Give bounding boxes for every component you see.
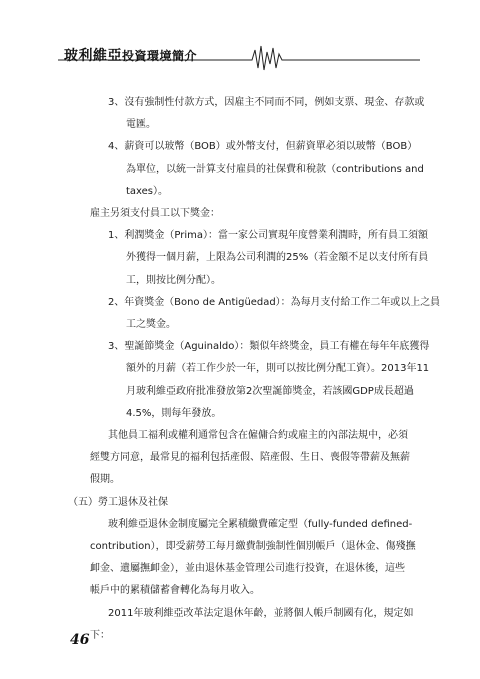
text-line: 帳戶中的累積儲蓄會轉化為每月收入。 [90,585,260,597]
text-line: 1、利潤獎金（Prima）：當一家公司實現年度營業利潤時，所有員工須額 [108,230,428,242]
text-line: 3、沒有強制性付款方式，因雇主不同而不同，例如支票、現金、存款或 [108,97,425,108]
text-line: 玻利維亞退休金制度屬完全累積繳費確定型（fully-funded defined- [108,518,413,530]
text-line: 4.5%，則每年發放。 [126,407,222,419]
text-line: 為單位，以統一計算支付雇員的社保費和稅款（contributions and [126,163,424,175]
text-line: contribution），即受薪勞工每月繳費制強制性個別帳戶（退休金、傷殘撫 [90,541,416,552]
text-line: 工之獎金。 [126,319,176,330]
text-line: 卹金、遺屬撫卹金），並由退休基金管理公司進行投資，在退休後，這些 [90,563,405,575]
text-line: 2011年玻利維亞改革法定退休年齡，並將個人帳戶制國有化，規定如 [108,607,414,619]
text-line: 2、年資獎金（Bono de Antigüedad）：為每月支付給工作二年或以上之員 [108,296,441,308]
text-line: 工，則按比例分配）。 [126,274,221,286]
header-title-main: 玻利維亞 [64,48,122,64]
text-line: 下： [90,629,110,641]
text-line: 外獲得一個月薪，上限為公司利潤的25%（若金額不足以支付所有員 [126,252,429,264]
header-title-sub: 投資環境簡介 [122,49,198,63]
text-line: 雇主另須支付員工以下獎金： [90,208,220,219]
text-line: taxes）。 [126,185,169,197]
text-line: 經雙方同意，最常見的福利包括產假、陪產假、生日、喪假等帶薪及無薪 [90,452,410,464]
page-number: 46 [70,632,90,648]
section-heading: （五）勞工退休及社保 [68,496,168,508]
text-line: 假期。 [90,474,120,486]
text-line: 額外的月薪（若工作少於一年，則可以按比例分配工資）。2013年11 [126,363,430,375]
text-line: 4、薪資可以玻幣（BOB）或外幣支付，但薪資單必須以玻幣（BOB） [108,141,418,153]
text-line: 月玻利維亞政府批准發放第2次聖誕節獎金，若該國GDP成長超過 [126,385,414,397]
text-line: 電匯。 [126,119,156,131]
text-line: 3、聖誕節獎金（Aguinaldo）：類似年終獎金，員工有權在每年年底獲得 [108,341,430,353]
text-line: 其他員工福利或權利通常包含在僱傭合約或雇主的內部法規中，必須 [108,430,408,441]
